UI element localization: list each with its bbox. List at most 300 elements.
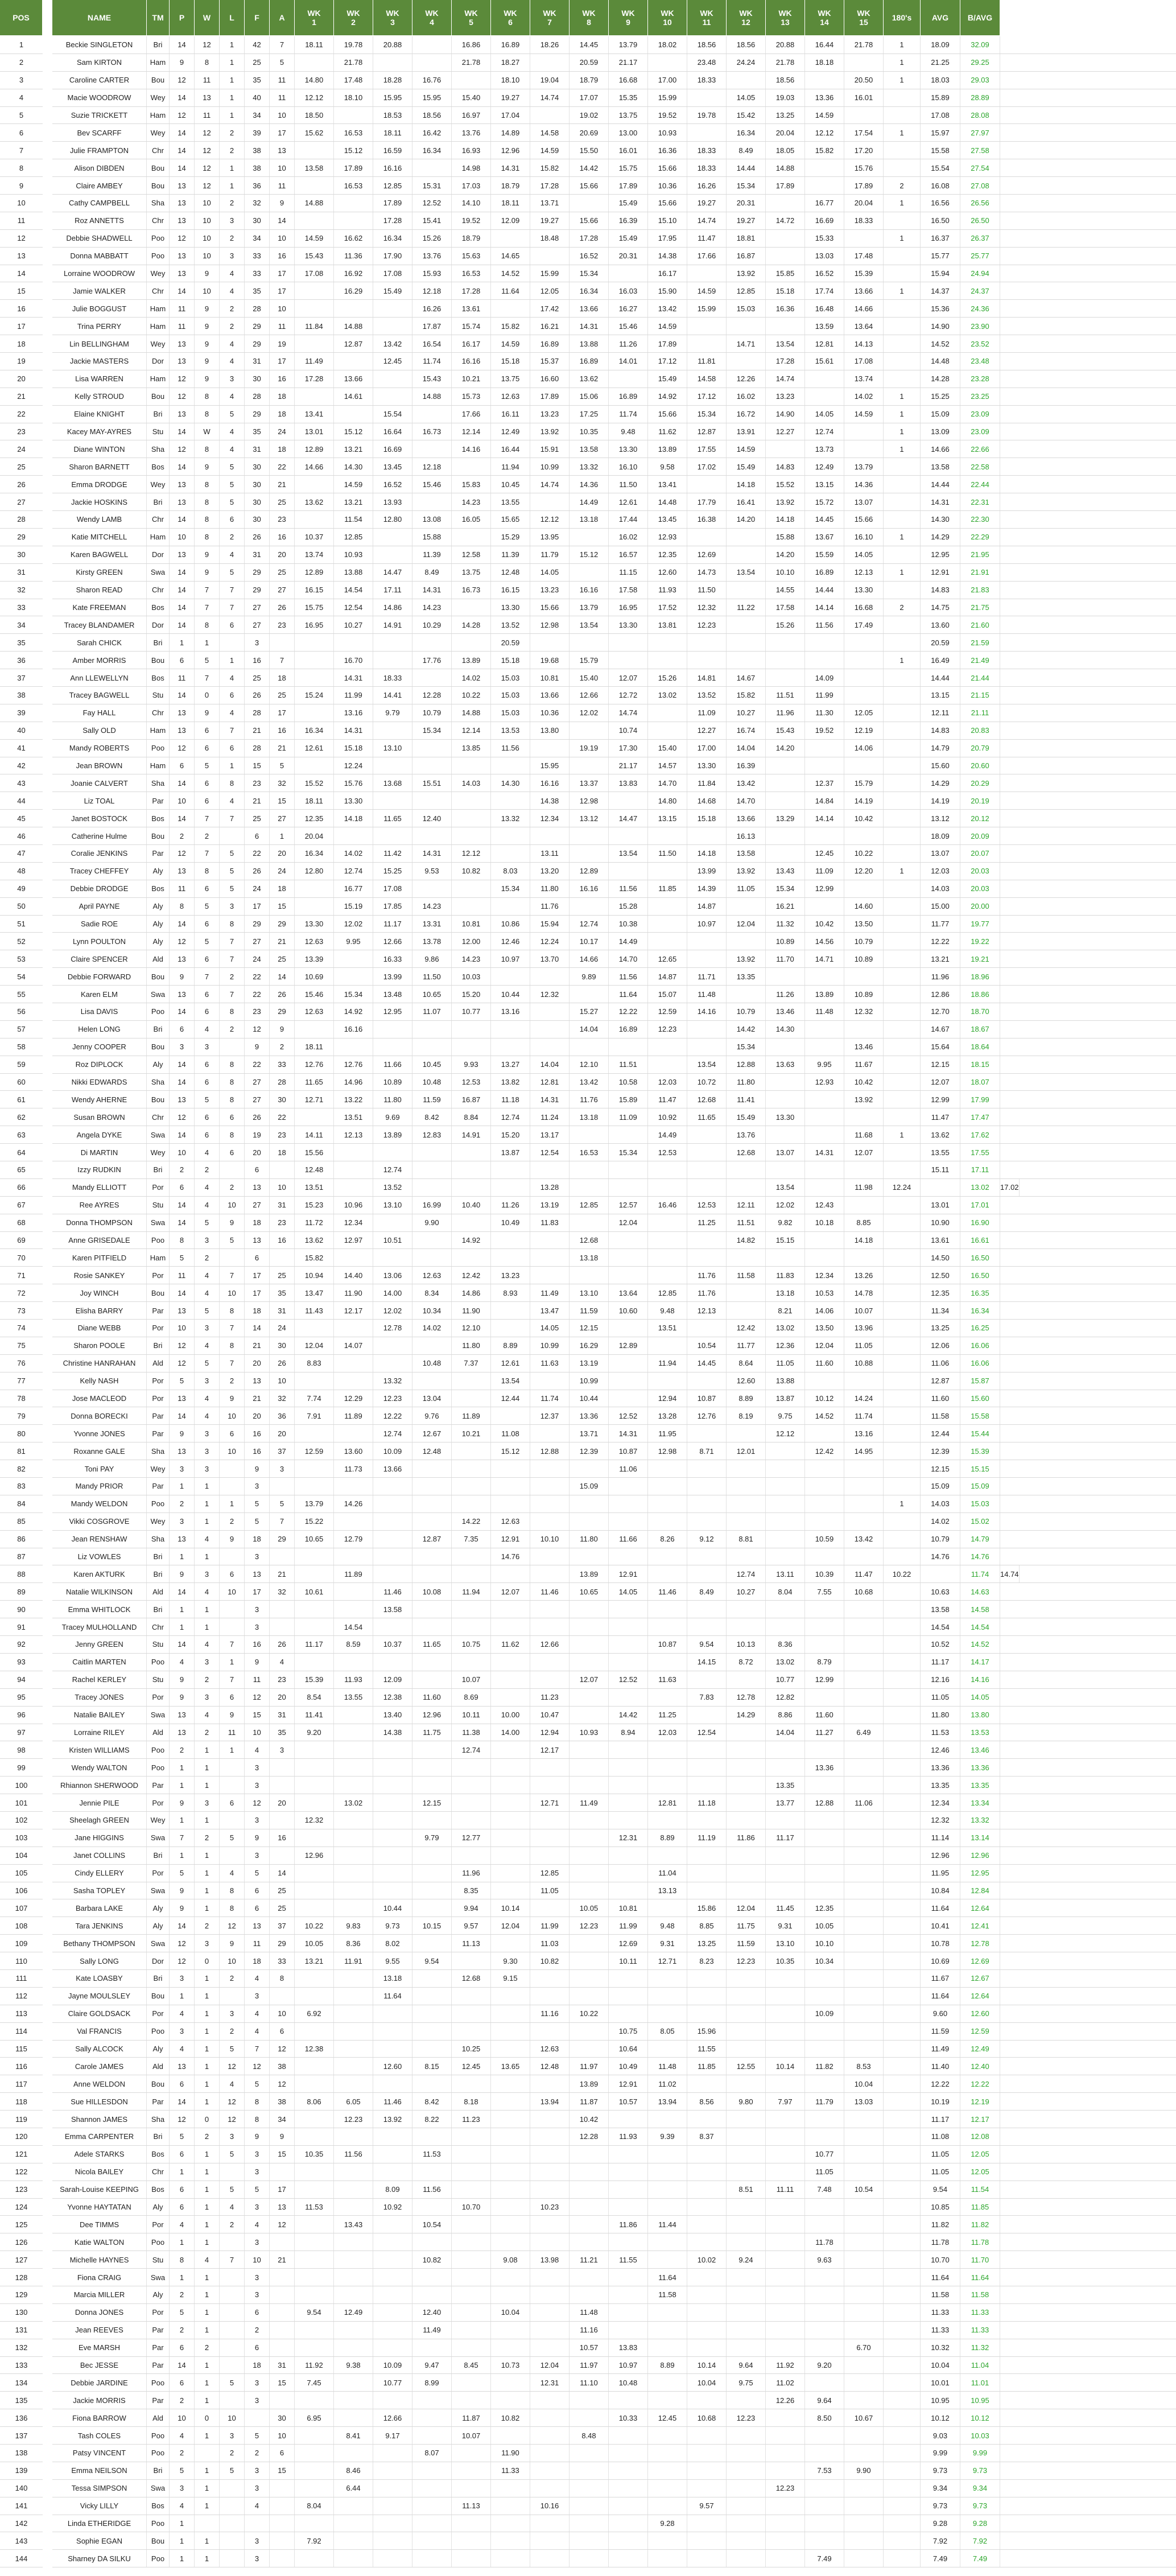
table-cell: 10 bbox=[170, 1320, 195, 1337]
table-cell: Bou bbox=[147, 827, 170, 844]
table-cell: 13.51 bbox=[295, 1179, 334, 1196]
table-cell: 13.25 bbox=[921, 1320, 960, 1337]
table-cell bbox=[373, 2445, 412, 2462]
table-cell: 9.55 bbox=[373, 1952, 412, 1969]
table-cell bbox=[844, 1759, 884, 1776]
table-cell: 8 bbox=[220, 1074, 245, 1091]
table-row bbox=[52, 1495, 1176, 1513]
table-cell bbox=[884, 1654, 921, 1671]
table-cell bbox=[884, 1513, 921, 1530]
position-cell: 6 bbox=[0, 124, 43, 142]
table-cell bbox=[884, 1548, 921, 1565]
table-row bbox=[52, 2445, 1176, 2462]
table-cell: 21 bbox=[245, 722, 270, 739]
table-cell: 15.58 bbox=[921, 142, 960, 159]
table-cell bbox=[530, 1847, 570, 1864]
table-cell: 11.49 bbox=[295, 353, 334, 370]
table-cell: 25 bbox=[270, 564, 295, 581]
table-cell: 11.25 bbox=[687, 1214, 727, 1231]
table-cell: 14.74 bbox=[1000, 1565, 1020, 1582]
table-cell: 15.11 bbox=[921, 1161, 960, 1178]
table-cell: 9.48 bbox=[648, 1917, 687, 1934]
table-cell bbox=[373, 2075, 412, 2092]
table-cell bbox=[844, 1636, 884, 1653]
table-cell: 3 bbox=[245, 2269, 270, 2286]
table-cell: 13.16 bbox=[844, 1425, 884, 1442]
table-cell: 11.94 bbox=[491, 458, 530, 475]
table-cell: 3 bbox=[195, 1232, 220, 1249]
table-cell: 12.27 bbox=[766, 423, 805, 440]
table-cell: 13.54 bbox=[727, 564, 766, 581]
table-cell: 20 bbox=[270, 1689, 295, 1706]
table-cell: 12.66 bbox=[373, 933, 412, 950]
table-cell bbox=[570, 1970, 609, 1987]
table-cell bbox=[844, 757, 884, 774]
table-cell: 10.72 bbox=[687, 1074, 727, 1091]
table-cell bbox=[844, 1601, 884, 1618]
table-row bbox=[52, 933, 1176, 950]
table-cell: 10.87 bbox=[648, 1636, 687, 1653]
table-cell: 25.77 bbox=[960, 248, 1000, 265]
table-cell: 11.99 bbox=[609, 1917, 648, 1934]
table-cell: 1 bbox=[195, 1847, 220, 1864]
table-cell: 10.54 bbox=[687, 1337, 727, 1354]
table-cell: 13.35 bbox=[727, 968, 766, 985]
table-cell: 12.54 bbox=[334, 599, 373, 616]
table-cell bbox=[295, 2075, 334, 2092]
table-cell: 17.76 bbox=[412, 652, 452, 669]
table-cell: 4 bbox=[195, 1407, 220, 1424]
table-cell bbox=[609, 1179, 648, 1196]
position-cell: 18 bbox=[0, 335, 43, 353]
table-cell: 7.49 bbox=[960, 2550, 1000, 2567]
table-cell: 13.27 bbox=[491, 1056, 530, 1073]
table-cell: 11.11 bbox=[766, 2181, 805, 2198]
table-cell: 6 bbox=[220, 1565, 245, 1582]
table-cell: 24.37 bbox=[960, 282, 1000, 299]
table-cell bbox=[295, 1882, 334, 1899]
table-cell: 11.64 bbox=[491, 282, 530, 299]
table-cell: 1 bbox=[195, 1899, 220, 1916]
table-cell bbox=[373, 2515, 412, 2532]
table-cell bbox=[270, 2550, 295, 2567]
table-cell: 8 bbox=[220, 1899, 245, 1916]
table-cell bbox=[884, 370, 921, 388]
table-cell bbox=[805, 2269, 844, 2286]
table-cell bbox=[295, 1759, 334, 1776]
table-cell: 4 bbox=[220, 2199, 245, 2216]
table-cell: 17.07 bbox=[570, 89, 609, 106]
table-cell: 3 bbox=[245, 2462, 270, 2479]
table-cell: 11.79 bbox=[805, 2093, 844, 2110]
table-cell: 15.22 bbox=[295, 1513, 334, 1530]
table-row bbox=[52, 634, 1176, 652]
table-row bbox=[52, 1108, 1176, 1126]
table-cell: 9.83 bbox=[334, 1917, 373, 1934]
table-cell bbox=[452, 2216, 491, 2233]
table-cell: 11.13 bbox=[452, 2497, 491, 2515]
table-cell: 12.59 bbox=[295, 1442, 334, 1460]
player-name: Helen LONG bbox=[52, 1021, 147, 1038]
player-name: Di MARTIN bbox=[52, 1144, 147, 1161]
table-cell bbox=[727, 1249, 766, 1266]
table-cell: 11.22 bbox=[727, 599, 766, 616]
column-header: TM bbox=[147, 0, 170, 35]
table-cell bbox=[844, 1373, 884, 1390]
table-cell: 10 bbox=[245, 1724, 270, 1741]
table-cell bbox=[530, 1003, 570, 1020]
table-cell: 8.37 bbox=[687, 2128, 727, 2145]
table-cell: 10.07 bbox=[844, 1302, 884, 1319]
header-row bbox=[52, 0, 1176, 35]
table-cell: 14.30 bbox=[491, 774, 530, 792]
table-cell: 1 bbox=[220, 1654, 245, 1671]
table-cell: 14.36 bbox=[844, 476, 884, 493]
table-cell: 3 bbox=[245, 1601, 270, 1618]
table-cell bbox=[884, 1320, 921, 1337]
table-cell: 14.49 bbox=[648, 1126, 687, 1143]
table-cell: 11.33 bbox=[960, 2304, 1000, 2321]
table-cell bbox=[373, 1777, 412, 1794]
table-cell: 11.63 bbox=[530, 1355, 570, 1372]
table-cell: 14.03 bbox=[921, 1495, 960, 1512]
table-cell bbox=[570, 1126, 609, 1143]
table-cell bbox=[884, 1988, 921, 2005]
table-cell: 11.14 bbox=[921, 1829, 960, 1847]
table-cell: 19.52 bbox=[648, 107, 687, 124]
table-cell: 1 bbox=[195, 2480, 220, 2497]
table-cell: 28 bbox=[245, 300, 270, 317]
table-cell bbox=[844, 1899, 884, 1916]
table-cell: Par bbox=[147, 1478, 170, 1495]
table-cell: 10.81 bbox=[452, 916, 491, 933]
table-cell: 2 bbox=[170, 2286, 195, 2303]
table-cell: 14.02 bbox=[921, 1513, 960, 1530]
table-cell bbox=[220, 2233, 245, 2251]
table-cell: 12.23 bbox=[727, 1952, 766, 1969]
table-cell: 16.35 bbox=[960, 1284, 1000, 1301]
table-cell bbox=[609, 2181, 648, 2198]
table-cell: 11 bbox=[270, 177, 295, 194]
table-cell bbox=[530, 1548, 570, 1565]
table-row bbox=[52, 1865, 1176, 1882]
table-cell: 23.09 bbox=[960, 406, 1000, 423]
table-cell: 5 bbox=[245, 2075, 270, 2092]
table-cell: 11.09 bbox=[805, 863, 844, 880]
table-cell: 10.32 bbox=[921, 2339, 960, 2356]
position-cell: 4 bbox=[0, 89, 43, 107]
table-cell: 1 bbox=[170, 2550, 195, 2567]
table-cell bbox=[570, 757, 609, 774]
table-cell: 14.04 bbox=[530, 1056, 570, 1073]
table-cell: 13.40 bbox=[373, 1707, 412, 1724]
table-cell: 12.89 bbox=[295, 564, 334, 581]
table-cell: 1 bbox=[884, 230, 921, 247]
table-cell: 11.97 bbox=[570, 2058, 609, 2075]
player-name: Lorraine WOODROW bbox=[52, 265, 147, 282]
table-cell: 21.91 bbox=[960, 564, 1000, 581]
table-cell bbox=[491, 2163, 530, 2181]
table-cell bbox=[609, 1513, 648, 1530]
table-cell: 13.54 bbox=[491, 1373, 530, 1390]
table-cell: 21 bbox=[270, 476, 295, 493]
table-cell: 13.88 bbox=[766, 1373, 805, 1390]
table-cell: 31 bbox=[245, 353, 270, 370]
table-cell: 9.39 bbox=[648, 2128, 687, 2145]
table-cell: 15.95 bbox=[530, 757, 570, 774]
table-cell bbox=[884, 1460, 921, 1477]
table-cell bbox=[412, 2075, 452, 2092]
table-cell bbox=[373, 2339, 412, 2356]
position-cell: 124 bbox=[0, 2199, 43, 2216]
table-cell: 9.28 bbox=[960, 2515, 1000, 2532]
table-row bbox=[52, 159, 1176, 177]
table-cell: 7 bbox=[220, 1320, 245, 1337]
table-cell: 10 bbox=[220, 1284, 245, 1301]
table-cell: 16.21 bbox=[766, 898, 805, 915]
table-cell bbox=[373, 2233, 412, 2251]
table-cell: 13.89 bbox=[648, 440, 687, 458]
table-cell: 9.82 bbox=[766, 1214, 805, 1231]
table-cell: 12.12 bbox=[766, 1425, 805, 1442]
table-cell: 6.70 bbox=[844, 2339, 884, 2356]
table-cell: 12.13 bbox=[687, 1302, 727, 1319]
table-cell bbox=[805, 2304, 844, 2321]
table-cell bbox=[687, 1777, 727, 1794]
table-cell: 11.03 bbox=[530, 1935, 570, 1952]
table-cell bbox=[766, 2497, 805, 2515]
table-cell: 27 bbox=[245, 1074, 270, 1091]
table-cell bbox=[334, 2181, 373, 2198]
table-cell bbox=[844, 2532, 884, 2549]
table-cell: 24 bbox=[270, 1320, 295, 1337]
table-cell: 14.59 bbox=[805, 107, 844, 124]
table-cell bbox=[570, 2041, 609, 2058]
table-cell: 12.15 bbox=[412, 1794, 452, 1811]
table-cell: 13.07 bbox=[844, 493, 884, 510]
table-cell: 12.49 bbox=[334, 2304, 373, 2321]
table-cell: 9 bbox=[170, 54, 195, 71]
table-cell: 22.66 bbox=[960, 440, 1000, 458]
table-cell bbox=[884, 1390, 921, 1407]
table-cell: 12.59 bbox=[960, 2023, 1000, 2040]
table-cell: 17.66 bbox=[687, 248, 727, 265]
table-cell: 10.68 bbox=[687, 2409, 727, 2426]
table-cell: 18.07 bbox=[960, 1074, 1000, 1091]
table-row bbox=[52, 1056, 1176, 1074]
table-cell: 22.31 bbox=[960, 493, 1000, 510]
player-name: Tracey CHEFFEY bbox=[52, 863, 147, 880]
table-cell: 7 bbox=[220, 1671, 245, 1688]
table-cell bbox=[844, 1988, 884, 2005]
player-name: Jackie MORRIS bbox=[52, 2392, 147, 2409]
table-cell bbox=[609, 1759, 648, 1776]
table-cell: 17.04 bbox=[491, 107, 530, 124]
table-cell bbox=[648, 2233, 687, 2251]
table-cell: 12.67 bbox=[412, 1425, 452, 1442]
table-cell: 12.74 bbox=[373, 1425, 412, 1442]
table-cell: 15 bbox=[270, 2146, 295, 2163]
table-cell: 12.17 bbox=[530, 1741, 570, 1758]
table-cell bbox=[844, 2233, 884, 2251]
table-cell: 4 bbox=[220, 669, 245, 686]
table-cell: 17.08 bbox=[844, 353, 884, 370]
table-cell: 13.30 bbox=[334, 792, 373, 809]
table-cell: 16.59 bbox=[373, 142, 412, 159]
table-cell: 12.24 bbox=[884, 1179, 921, 1196]
table-cell bbox=[491, 2199, 530, 2216]
table-cell: 10.14 bbox=[687, 2357, 727, 2374]
table-cell: 10.61 bbox=[295, 1583, 334, 1600]
table-cell: 30 bbox=[245, 493, 270, 510]
table-cell: 11.46 bbox=[373, 1583, 412, 1600]
table-cell: 16.72 bbox=[727, 406, 766, 423]
position-cell: 96 bbox=[0, 1707, 43, 1724]
table-cell: 14.07 bbox=[334, 1337, 373, 1354]
table-cell: 21 bbox=[270, 740, 295, 757]
table-cell: 11.87 bbox=[570, 2093, 609, 2110]
table-cell bbox=[766, 2251, 805, 2268]
table-cell: 12 bbox=[245, 1689, 270, 1706]
table-cell: 11.60 bbox=[805, 1355, 844, 1372]
table-cell bbox=[412, 827, 452, 844]
table-row bbox=[52, 1513, 1176, 1531]
table-cell: 12 bbox=[220, 2111, 245, 2128]
table-cell: 11.05 bbox=[727, 880, 766, 897]
table-cell bbox=[491, 1021, 530, 1038]
table-cell: 15.99 bbox=[530, 265, 570, 282]
table-cell bbox=[844, 1618, 884, 1635]
table-cell: 11.66 bbox=[609, 1531, 648, 1548]
table-cell bbox=[727, 546, 766, 563]
table-cell: 8.42 bbox=[412, 1108, 452, 1126]
table-cell: 12.13 bbox=[844, 564, 884, 581]
table-cell: 7.92 bbox=[960, 2532, 1000, 2549]
player-name: Alison DIBDEN bbox=[52, 159, 147, 176]
table-cell: Poo bbox=[147, 2515, 170, 2532]
column-header: WK 14 bbox=[805, 0, 844, 35]
table-cell bbox=[530, 2111, 570, 2128]
table-cell: 1 bbox=[195, 2462, 220, 2479]
table-cell bbox=[334, 2058, 373, 2075]
table-cell bbox=[334, 1882, 373, 1899]
table-cell: Poo bbox=[147, 2233, 170, 2251]
table-row bbox=[52, 2181, 1176, 2199]
table-cell: 16.16 bbox=[373, 159, 412, 176]
table-cell: Chr bbox=[147, 582, 170, 599]
table-cell: 16.95 bbox=[609, 599, 648, 616]
table-cell: 11.83 bbox=[766, 1267, 805, 1284]
table-cell bbox=[270, 1478, 295, 1495]
table-cell: 9.30 bbox=[491, 1952, 530, 1969]
table-cell bbox=[530, 1513, 570, 1530]
table-cell bbox=[530, 2445, 570, 2462]
table-cell: 10 bbox=[220, 1442, 245, 1460]
table-cell: 17 bbox=[245, 898, 270, 915]
table-cell bbox=[245, 2409, 270, 2426]
table-cell: 13.60 bbox=[334, 1442, 373, 1460]
table-cell bbox=[727, 1741, 766, 1758]
table-cell bbox=[220, 2392, 245, 2409]
table-cell bbox=[687, 2532, 727, 2549]
table-cell bbox=[570, 1618, 609, 1635]
table-cell: 13.10 bbox=[373, 740, 412, 757]
table-cell: 12.85 bbox=[334, 529, 373, 546]
table-cell: Aly bbox=[147, 2041, 170, 2058]
table-cell: 13.28 bbox=[648, 1407, 687, 1424]
table-cell: 14 bbox=[170, 2093, 195, 2110]
table-cell bbox=[373, 1355, 412, 1372]
table-cell bbox=[687, 265, 727, 282]
table-cell: 10.54 bbox=[844, 2181, 884, 2198]
table-cell: 20.88 bbox=[373, 36, 412, 53]
table-cell: 9 bbox=[270, 2128, 295, 2145]
table-cell: 1 bbox=[195, 1495, 220, 1512]
table-row bbox=[52, 1531, 1176, 1548]
table-cell: 12.18 bbox=[412, 282, 452, 299]
table-cell: 8 bbox=[195, 616, 220, 633]
table-row bbox=[52, 1460, 1176, 1478]
table-cell bbox=[766, 2075, 805, 2092]
table-cell bbox=[373, 652, 412, 669]
position-cell: 46 bbox=[0, 827, 43, 845]
table-cell: 8.35 bbox=[452, 1882, 491, 1899]
table-cell: 29 bbox=[245, 335, 270, 352]
table-cell: 11.17 bbox=[921, 2111, 960, 2128]
table-cell: 14.14 bbox=[805, 810, 844, 827]
table-cell bbox=[452, 1214, 491, 1231]
table-cell bbox=[609, 1320, 648, 1337]
table-cell bbox=[570, 564, 609, 581]
table-cell bbox=[412, 1179, 452, 1196]
table-cell: 26 bbox=[270, 986, 295, 1003]
table-cell bbox=[687, 634, 727, 651]
table-cell: 13.77 bbox=[766, 1794, 805, 1811]
player-name: Amber MORRIS bbox=[52, 652, 147, 669]
table-cell: 9.12 bbox=[687, 1531, 727, 1548]
table-cell: 14 bbox=[170, 1197, 195, 1214]
table-cell: 11.89 bbox=[334, 1407, 373, 1424]
table-cell: 14.38 bbox=[373, 1724, 412, 1741]
position-cell: 143 bbox=[0, 2532, 43, 2550]
player-name: Eve MARSH bbox=[52, 2339, 147, 2356]
table-row bbox=[52, 1601, 1176, 1618]
table-cell bbox=[609, 1232, 648, 1249]
table-cell: 24 bbox=[245, 950, 270, 967]
table-cell: 1 bbox=[195, 2357, 220, 2374]
table-cell: 9.20 bbox=[295, 1724, 334, 1741]
table-cell bbox=[844, 2392, 884, 2409]
position-cell: 47 bbox=[0, 845, 43, 863]
table-cell: 18 bbox=[270, 1144, 295, 1161]
table-cell: 15.18 bbox=[491, 353, 530, 370]
table-cell bbox=[570, 1654, 609, 1671]
table-cell bbox=[530, 1495, 570, 1512]
table-cell: 10.19 bbox=[921, 2093, 960, 2110]
table-cell: 18.18 bbox=[805, 54, 844, 71]
table-cell bbox=[491, 1759, 530, 1776]
table-cell: 9.73 bbox=[960, 2497, 1000, 2515]
position-cell: 130 bbox=[0, 2304, 43, 2322]
table-cell bbox=[570, 1741, 609, 1758]
table-cell bbox=[727, 1548, 766, 1565]
table-cell: 7 bbox=[195, 968, 220, 985]
player-name: Jamie WALKER bbox=[52, 282, 147, 299]
table-cell: 11.77 bbox=[727, 1337, 766, 1354]
table-cell: 10.82 bbox=[491, 2409, 530, 2426]
table-cell: 2 bbox=[195, 2128, 220, 2145]
table-cell: 13.89 bbox=[570, 1565, 609, 1582]
